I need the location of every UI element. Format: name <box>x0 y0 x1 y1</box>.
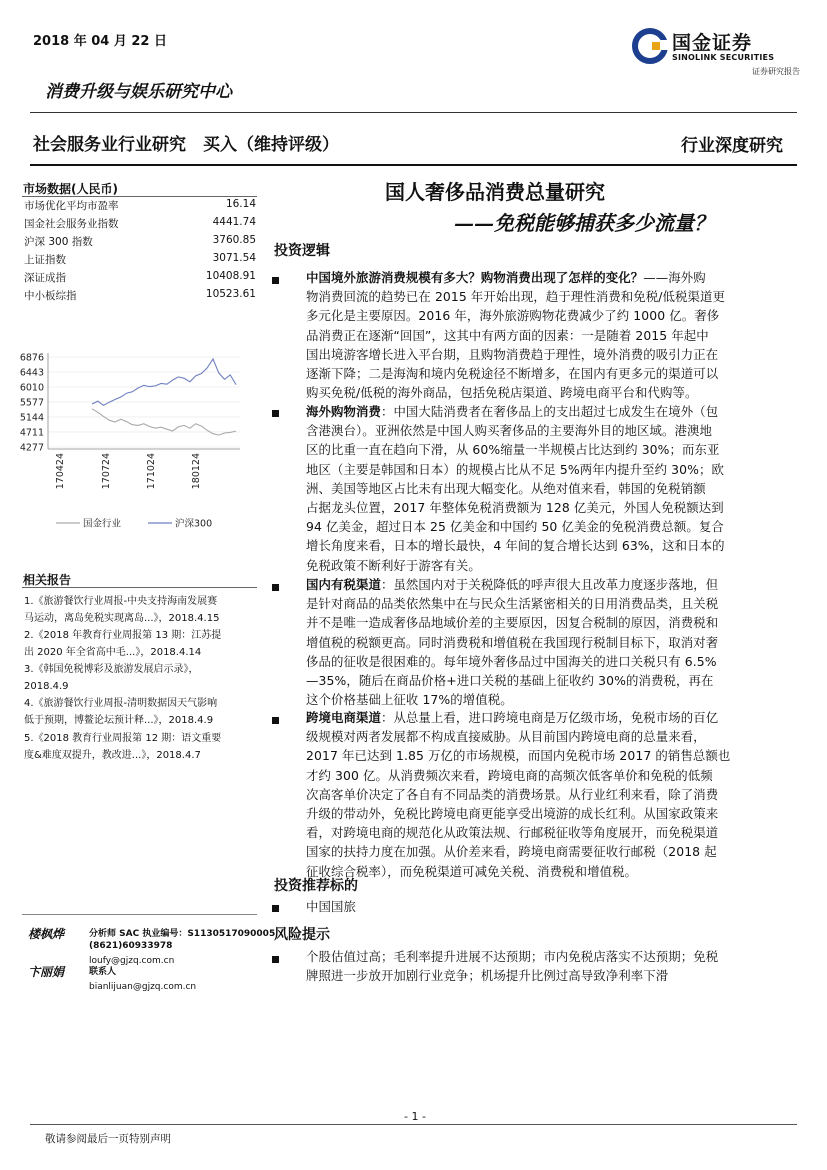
text-line: 洲、美国等地区占比未有出现大幅变化。从绝对值来看，韩国的免税销额 <box>306 480 706 496</box>
report-type: 行业深度研究 <box>681 136 783 156</box>
logic-paragraph-2 <box>306 402 796 575</box>
logic-paragraph-4 <box>306 708 796 881</box>
logic-paragraph-3 <box>306 575 796 709</box>
text-line: 物消费回流的趋势已在 2015 年开始出现，趋于理性消费和免税/低税渠道更 <box>306 289 726 305</box>
text-line: 级规模对两者发展都不构成直接威胁。从目前国内跨境电商的总量来看， <box>306 729 706 745</box>
section-risks: 风险提示 <box>274 927 330 943</box>
contact-name: 卞丽娟 <box>28 965 65 979</box>
text-line: 多元化是主要原因。2016 年，海外旅游购物花费减少了约 1000 亿。奢侈 <box>306 308 720 324</box>
section-targets: 投资推荐标的 <box>274 878 358 894</box>
bullet-icon <box>272 584 279 591</box>
y-tick-label: 4277 <box>19 442 44 454</box>
text-line: 逐渐下降；二是海淘和境内免税途径不断增多，在国内有更多元的渠道可以 <box>306 366 719 382</box>
market-row: 市场优化平均市盈率 16.14 <box>24 198 256 212</box>
bullet-icon <box>272 717 279 724</box>
market-data-title: 市场数据(人民币) <box>23 182 118 196</box>
y-tick-label: 4711 <box>19 427 44 439</box>
text-line: 区的比重一直在趋向下滑，从 60%缩量一半规模占比达到约 30%；而东亚 <box>306 442 720 458</box>
text-line: 2017 年已达到 1.85 万亿的市场规模，而国内免税市场 2017 的销售总额也 <box>306 748 731 764</box>
text-line: 这个价格基础上征收 17%的增值税。 <box>306 692 513 708</box>
analyst-name: 楼枫烨 <box>28 927 65 941</box>
logo-mark-icon <box>632 28 668 64</box>
bullet-icon <box>272 410 279 417</box>
x-tick-label: 170424 <box>55 453 66 490</box>
market-row: 上证指数 3071.54 <box>24 252 256 266</box>
risk-paragraph <box>306 947 796 985</box>
related-reports-title: 相关报告 <box>23 573 72 587</box>
industry-rating: 社会服务业行业研究 买入（维持评级） <box>33 135 339 155</box>
text-line: 国家的扶持力度在加强。从价差来看，跨境电商需要征收行邮税（2018 起 <box>306 844 717 860</box>
logo-subtitle: 证券研究报告 <box>752 67 800 76</box>
text-line: 侈品的征收是很困难的。每年境外奢侈品过中国海关的进口关税只有 6.5% <box>306 653 717 669</box>
text-line: 才约 300 亿。从消费频次来看，跨境电商的高频次低客单价和免税的低频 <box>306 767 713 783</box>
text-line: 国出境游客增长进入平台期，且购物消费趋于理性，境外消费的吸引力正在 <box>306 346 719 362</box>
logic-paragraph-1 <box>306 268 796 402</box>
market-data-divider <box>22 196 257 197</box>
y-tick-label: 6443 <box>19 367 44 379</box>
report-title: 国人奢侈品消费总量研究 <box>385 180 605 204</box>
related-reports-divider <box>22 587 257 588</box>
text-line: —35%，随后在商品价格+进口关税的基础上征收约 30%的消费税，再在 <box>306 673 714 689</box>
header-divider <box>30 112 797 113</box>
text-line: 购买免税/低税的海外商品，包括免税店渠道、跨境电商平台和代购等。 <box>306 385 698 401</box>
brand-logo <box>632 26 792 86</box>
y-tick-label: 5577 <box>19 397 44 409</box>
market-row: 中小板综指 10523.61 <box>24 288 256 302</box>
contact-info: 联系人 bianlijuan@gjzq.com.cn <box>89 967 197 992</box>
logo-text-cn: 国金证券 <box>672 32 753 54</box>
contact-email[interactable]: bianlijuan@gjzq.com.cn <box>89 982 197 992</box>
text-line: 征收综合税率），而免税渠道可减免关税、消费税和增值税。 <box>306 863 638 879</box>
page-number: - 1 - <box>404 1110 426 1123</box>
report-date: 2018 年 04 月 22 日 <box>33 34 167 49</box>
related-report-item[interactable]: 3.《韩国免税博彩及旅游发展启示录》， 2018.4.9 <box>24 664 199 692</box>
text-line: 个股估值过高；毛利率提升进展不达预期；市内免税店落实不达预期；免税 <box>306 949 719 964</box>
text-line: 品消费正在逐渐“回国”，这其中有两方面的因素：一是随着 2015 年起中 <box>306 327 709 343</box>
x-tick-label: 171024 <box>146 453 157 490</box>
text-line: 升级的带动外，免税比跨境电商更能享受出境游的成长红利。从国家政策来 <box>306 806 719 822</box>
x-tick-label: 180124 <box>191 453 202 490</box>
text-line: 并不是唯一造成奢侈品地域价差的主要原因，因复合税制的原因，消费税和 <box>306 615 719 631</box>
report-subtitle: ——免税能够捕获多少流量？ <box>454 211 714 235</box>
related-report-item[interactable]: 2.《2018 年教育行业周报第 13 期：江苏提 出 2020 年全省高中毛...》，2018.4.14 <box>24 630 222 658</box>
analyst-email[interactable]: loufy@gjzq.com.cn <box>89 956 175 966</box>
text-line: 地区（主要是韩国和日本）的规模占比从不足 5%两年内提升至约 30%；欧 <box>306 461 725 477</box>
text-line: 看，对跨境电商的规范化从政策法规、行邮税征收等角度展开，而免税渠道 <box>306 825 719 841</box>
related-report-item[interactable]: 5.《2018 教育行业周报第 12 期：语文重要 度&难度双提升，教改进...》，2018.4.7 <box>24 733 222 761</box>
y-tick-label: 6876 <box>19 352 44 364</box>
y-tick-label: 5144 <box>19 412 44 424</box>
text-line: 次高客单价决定了各自有不同品类的消费场景。从行业红利来看，除了消费 <box>306 786 719 802</box>
text-line: 94 亿美金，超过日本 25 亿美金和中国约 50 亿美金的免税消费总额。复合 <box>306 519 724 535</box>
header-divider-thick <box>30 164 797 166</box>
text-line: 含港澳台）。亚洲依然是中国人购买奢侈品的主要海外目的地区域。港澳地 <box>306 423 712 439</box>
bullet-icon <box>272 905 279 912</box>
text-line: 跨境电商渠道：从总量上看，进口跨境电商是万亿级市场，免税市场的百亿 <box>306 710 719 725</box>
index-line-chart <box>18 345 258 535</box>
y-tick-label: 6010 <box>19 382 44 394</box>
related-report-item[interactable]: 1.《旅游餐饮行业周报-中央支持海南发展赛 马运动，离岛免税实现离岛...》，2018.4.15 <box>24 596 220 624</box>
market-row: 国金社会服务业指数 4441.74 <box>24 216 256 230</box>
research-center-name: 消费升级与娱乐研究中心 <box>45 82 232 102</box>
text-line: 海外购物消费：中国大陆消费者在奢侈品上的支出超过七成发生在境外（包 <box>306 404 719 419</box>
bullet-icon <box>272 277 279 284</box>
market-row: 深证成指 10408.91 <box>24 270 256 284</box>
text-line: 牌照进一步放开加剧行业竞争；机场提升比例过高导致净利率下滑 <box>306 968 669 984</box>
x-tick-label: 170724 <box>101 453 112 490</box>
analyst-info: 分析师 SAC 执业编号：S1130517090005 (8621)60933978 loufy@gjzq.com.cn <box>89 929 276 966</box>
legend-label: 国金行业 <box>83 518 122 530</box>
footer-divider <box>30 1124 797 1125</box>
text-line: 占据龙头位置，2017 年整体免税消费额为 128 亿美元，外国人免税额达到 <box>306 500 724 516</box>
text-line: 中国境外旅游消费规模有多大？购物消费出现了怎样的变化？——海外购 <box>306 270 706 285</box>
text-line: 国内有税渠道：虽然国内对于关税降低的呼声很大且改革力度逐步落地，但 <box>306 577 719 592</box>
section-investment-logic: 投资逻辑 <box>274 243 330 259</box>
legend-label: 沪深300 <box>175 518 213 530</box>
series-line-0 <box>92 409 236 435</box>
related-report-item[interactable]: 4.《旅游餐饮行业周报-清明数据因天气影响 低于预期，博鳌论坛预计释...》，2018.4.9 <box>24 698 218 726</box>
text-line: 增长角度来看，日本的增长最快，4 年间的复合增长达到 63%，这和日本的 <box>306 538 725 554</box>
series-line-1 <box>92 359 236 405</box>
bullet-icon <box>272 956 279 963</box>
target-stock: 中国国旅 <box>306 899 356 914</box>
logo-text-en: SINOLINK SECURITIES <box>672 53 775 62</box>
text-line: 是针对商品的品类依然集中在与民众生活紧密相关的日用消费品类，且关税 <box>306 596 719 612</box>
text-line: 增值税的税额更高。同时消费税和增值税在我国现行税制目标下，取消对奢 <box>306 634 719 650</box>
market-row: 沪深 300 指数 3760.85 <box>24 234 256 248</box>
disclaimer-text: 敬请参阅最后一页特别声明 <box>45 1133 171 1145</box>
text-line: 免税政策不断利好于游客有关。 <box>306 557 481 573</box>
analyst-divider <box>22 914 257 915</box>
